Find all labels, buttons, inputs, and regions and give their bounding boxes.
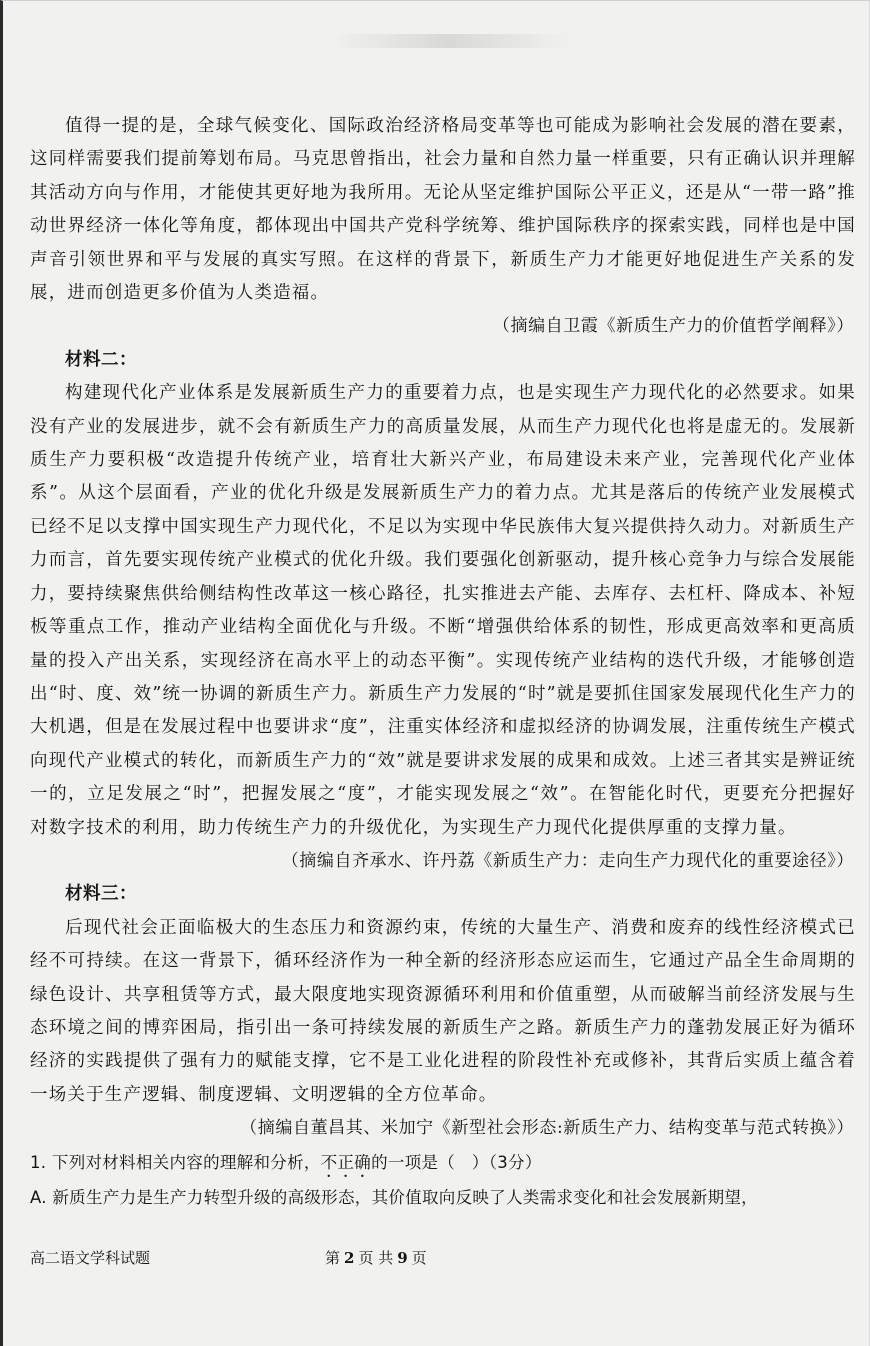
question-1-stem [30, 1146, 856, 1181]
material1-paragraph: 值得一提的是，全球气候变化、国际政治经济格局变革等也可能成为影响社会发展的潜在要素，这同样需要我们提前筹划布局。马克思曾指出，社会力量和自然力量一样重要，只有正确认识并理解其活动方向与作用，才能使其更好地为我所用。无论从坚定维护国际公平正义，还是从“一带一路”推动世界经济一体化等角度，都体现出中国共产党科学统筹、维护国际秩序的探索实践，同样也是中国声音引领世界和平与发展的真实写照。在这样的背景下，新质生产力才能更好地促进生产关系的发展，进而创造更多价值为人类造福。 [30, 116, 856, 304]
material2-paragraph: 构建现代化产业体系是发展新质生产力的重要着力点，也是实现生产力现代化的必然要求。如果没有产业的发展进步，就不会有新质生产力的高质量发展，从而生产力现代化也将是虚无的。发展新质生产力要积极“改造提升传统产业，培育壮大新兴产业，布局建设未来产业，完善现代化产业体系”。从这个层面看，产业的优化升级是发展新质生产力的着力点。尤其是落后的传统产业发展模式已经不足以支撑中国实现生产力现代化，不足以为实现中华民族伟大复兴提供持久动力。对新质生产力而言，首先要实现传统产业模式的优化升级。我们要强化创新驱动，提升核心竞争力与综合发展能力，要持续聚焦供给侧结构性改革这一核心路径，扎实推进去产能、去库存、去杠杆、降成本、补短板等重点工作，推动产业结构全面优化与升级。不断“增强供给体系的韧性，形成更高效率和更高质量的投入产出关系，实现经济在高水平上的动态平衡”。实现传统产业结构的迭代升级，才能够创造出“时、度、效”统一协调的新质生产力。新质生产力发展的“时”就是要抓住国家发展现代化生产力的大机遇，但是在发展过程中也要讲求“度”，注重实体经济和虚拟经济的协调发展，注重传统生产模式向现代产业模式的转化，而新质生产力的“效”就是要讲求发展的成果和成效。上述三者其实是辨证统一的，立足发展之“时”，把握发展之“度”，才能实现发展之“效”。在智能化时代，更要充分把握好对数字技术的利用，助力传统生产力的升级优化，为实现生产力现代化提供厚重的支撑力量。 [30, 383, 856, 838]
footer-page-middle: 页 共 [358, 1249, 394, 1267]
scan-smudge [330, 34, 570, 48]
footer-subject: 高二语文学科试题 [30, 1249, 151, 1267]
question-1-emphasis: 不正确 [320, 1152, 372, 1172]
footer-page-indicator [325, 1247, 427, 1268]
footer-page-total: 9 [397, 1249, 408, 1267]
material2-source: （摘编自齐承水、许丹荔《新质生产力：走向生产力现代化的重要途径》） [281, 850, 854, 871]
page-footer [30, 1247, 856, 1271]
footer-page-suffix: 页 [411, 1249, 427, 1267]
question-1-suffix: 的一项是（ ）（3分） [371, 1152, 542, 1172]
material3-heading: 材料三： [65, 884, 137, 905]
material1-source: （摘编自卫霞《新质生产力的价值哲学阐释》） [492, 316, 854, 337]
question-1-option-a: A. 新质生产力是生产力转型升级的高级形态，其价值取向反映了人类需求变化和社会发展新期望， [30, 1187, 758, 1207]
material3-paragraph: 后现代社会正面临极大的生态压力和资源约束，传统的大量生产、消费和废弃的线性经济模式已经不可持续。在这一背景下，循环经济作为一种全新的经济形态应运而生，它通过产品全生命周期的绿色设计、共享租赁等方式，最大限度地实现资源循环利用和价值重塑，从而破解当前经济发展与生态环境之间的博弈困局，指引出一条可持续发展的新质生产之路。新质生产力的蓬勃发展正好为循环经济的实践提供了强有力的赋能支撑，它不是工业化进程的阶段性补充或修补，其背后实质上蕴含着一场关于生产逻辑、制度逻辑、文明逻辑的全方位革命。 [30, 917, 856, 1105]
material3-source: （摘编自董昌其、米加宁《新型社会形态:新质生产力、结构变革与范式转换》） [240, 1118, 854, 1139]
footer-page-number: 2 [344, 1249, 355, 1267]
footer-page-prefix: 第 [325, 1249, 341, 1267]
exam-page-content [30, 110, 856, 1214]
question-1-prefix: 1. 下列对材料相关内容的理解和分析， [30, 1152, 321, 1172]
material2-heading: 材料二： [65, 349, 137, 370]
